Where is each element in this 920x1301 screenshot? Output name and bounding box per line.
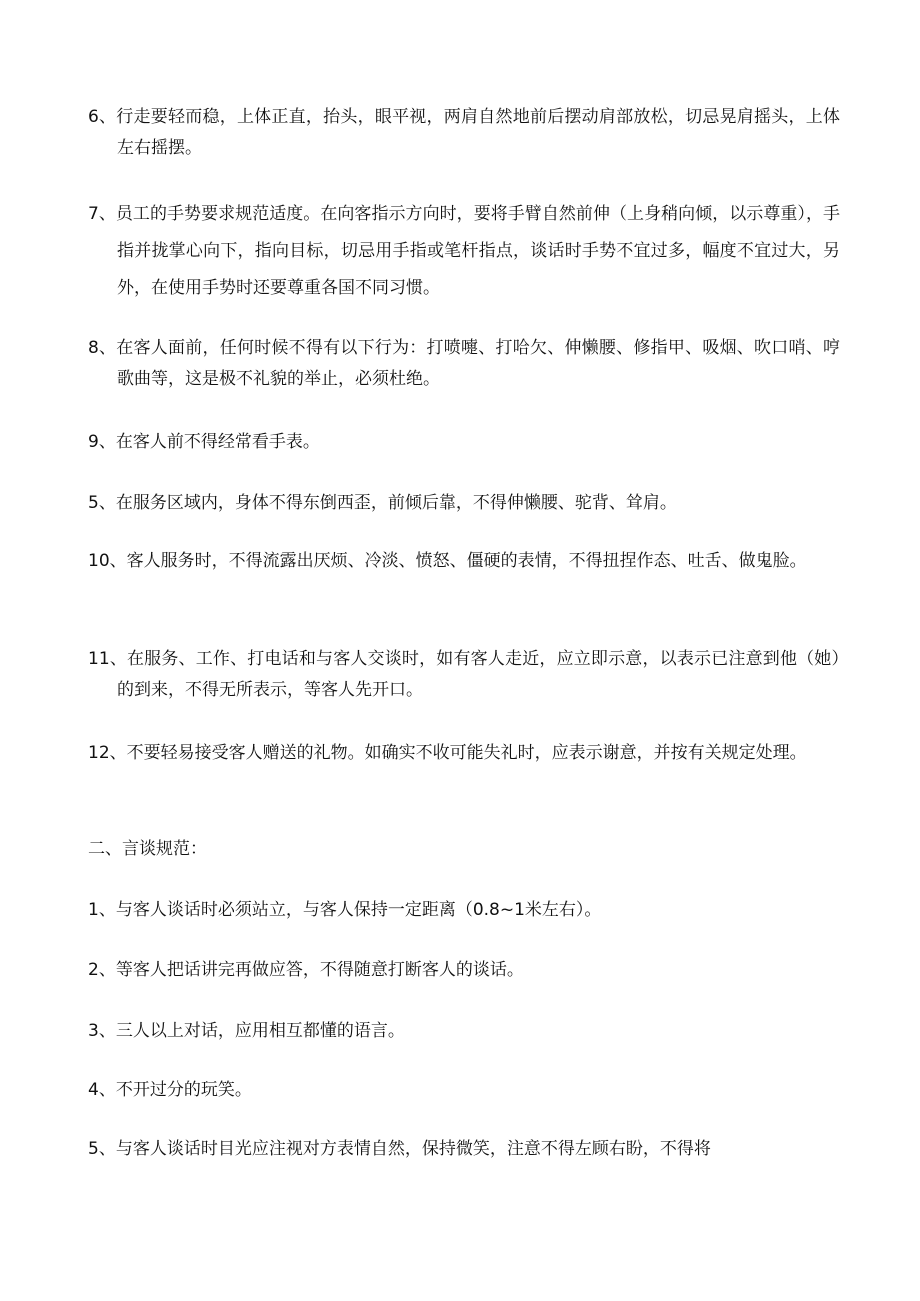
paragraph-3-common-language: 3、三人以上对话，应用相互都懂的语言。 xyxy=(88,1021,405,1041)
paragraph-7-gestures: 7、员工的手势要求规范适度。在向客指示方向时，要将手臂自然前伸（上身稍向倾，以示尊重），手指并拢掌心向下，指向目标，切忌用手指或笔杆指点，谈话时手势不宜过多，幅度不宜过大，另外，在使用手势时还要尊重各国不同习惯。 xyxy=(88,204,840,298)
paragraph-4-jokes: 4、不开过分的玩笑。 xyxy=(88,1080,252,1100)
paragraph-11-acknowledge-guest: 11、在服务、工作、打电话和与客人交谈时，如有客人走近，应立即示意，以表示已注意到他（她）的到来，不得无所表示，等客人先开口。 xyxy=(88,649,840,700)
paragraph-12-gifts: 12、不要轻易接受客人赠送的礼物。如确实不收可能失礼时，应表示谢意，并按有关规定处理。 xyxy=(88,743,807,763)
paragraph-1-distance: 1、与客人谈话时必须站立，与客人保持一定距离（0.8~1米左右）。 xyxy=(88,900,602,920)
paragraph-6-walking: 6、行走要轻而稳，上体正直，抬头，眼平视，两肩自然地前后摆动肩部放松，切忌晃肩摇头，上体左右摇摆。 xyxy=(88,107,840,158)
paragraph-10-expression: 10、客人服务时，不得流露出厌烦、冷淡、愤怒、僵硬的表情，不得扭捏作态、吐舌、做鬼脸。 xyxy=(88,551,807,571)
section-heading-speech: 二、言谈规范： xyxy=(88,839,207,859)
paragraph-2-no-interrupt: 2、等客人把话讲完再做应答，不得随意打断客人的谈话。 xyxy=(88,960,524,980)
paragraph-5-eye-contact: 5、与客人谈话时目光应注视对方表情自然，保持微笑，注意不得左顾右盼，不得将 xyxy=(88,1139,711,1159)
paragraph-8-prohibited-behaviors: 8、在客人面前，任何时候不得有以下行为：打喷嚏、打哈欠、伸懒腰、修指甲、吸烟、吹口哨、哼歌曲等，这是极不礼貌的举止，必须杜绝。 xyxy=(88,338,840,389)
paragraph-9-watch: 9、在客人前不得经常看手表。 xyxy=(88,432,320,452)
paragraph-5-posture: 5、在服务区域内，身体不得东倒西歪，前倾后靠，不得伸懒腰、驼背、耸肩。 xyxy=(88,493,677,513)
